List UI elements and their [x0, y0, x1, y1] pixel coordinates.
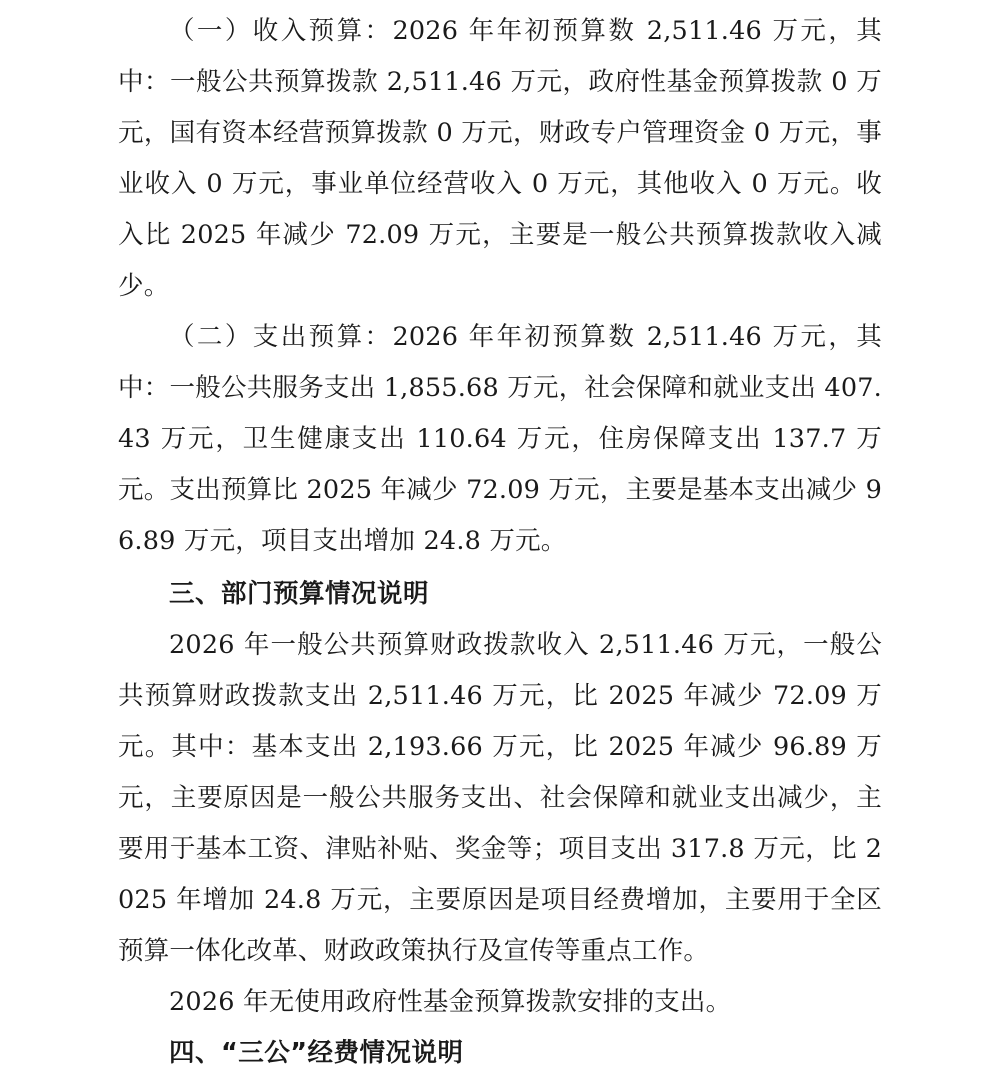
paragraph-no-government-fund-expenditure: 2026 年无使用政府性基金预算拨款安排的支出。	[169, 987, 732, 1017]
heading-department-budget-explanation: 三、部门预算情况说明	[169, 579, 430, 609]
paragraph-income-budget: （一）收入预算：2026 年年初预算数 2,511.46 万元，其中：一般公共预算拨款 2,511.46 万元，政府性基金预算拨款 0 万元，国有资本经营预算拨款 0 万元，财政专户管理资金 0 万元，事业收入 0 万元，事业单位经营收入 0 万元，其他收入 0 万元。收入比 2025 年减少 72.09 万元，主要是一般公共预算拨款收入减少。	[118, 16, 882, 301]
paragraph-expenditure-budget: （二）支出预算：2026 年年初预算数 2,511.46 万元，其中：一般公共服务支出 1,855.68 万元，社会保障和就业支出 407.43 万元，卫生健康支出 110.64 万元，住房保障支出 137.7 万元。支出预算比 2025 年减少 72.09 万元，主要是基本支出减少 96.89 万元，项目支出增加 24.8 万元。	[118, 322, 882, 556]
heading-three-public-expenses: 四、“三公”经费情况说明	[169, 1038, 464, 1068]
paragraph-general-public-budget-detail: 2026 年一般公共预算财政拨款收入 2,511.46 万元，一般公共预算财政拨款支出 2,511.46 万元，比 2025 年减少 72.09 万元。其中：基本支出 2,193.66 万元，比 2025 年减少 96.89 万元，主要原因是一般公共服务支出、社会保障和就业支出减少，主要用于基本工资、津贴补贴、奖金等；项目支出 317.8 万元，比 2025 年增加 24.8 万元，主要原因是项目经费增加，主要用于全区预算一体化改革、财政政策执行及宣传等重点工作。	[118, 630, 882, 966]
